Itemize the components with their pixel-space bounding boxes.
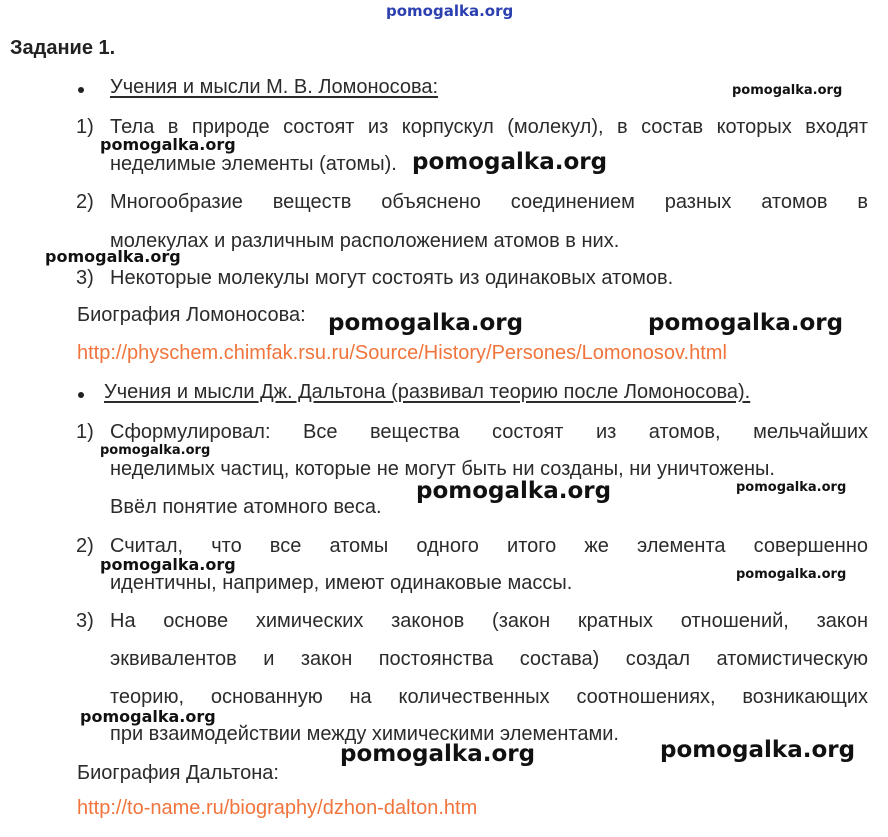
watermark: pomogalka.org	[736, 480, 847, 495]
list-number: 1)	[76, 421, 94, 443]
watermark: pomogalka.org	[100, 555, 236, 574]
watermark: pomogalka.org	[45, 247, 181, 266]
list-item-line: неделимых частиц, которые не могут быть ни созданы, ни уничтожены.	[110, 458, 775, 480]
list-item-line: Считал, что все атомы одного итого же элемента совершенно	[110, 535, 868, 557]
site-header-watermark: pomogalka.org	[386, 2, 514, 20]
watermark: pomogalka.org	[648, 310, 844, 336]
list-item-line: Ввёл понятие атомного веса.	[110, 496, 382, 518]
list-item-line: Тела в природе состоят из корпускул (молекул), в состав которых входят	[110, 116, 868, 138]
list-item-line: молекулах и различным расположением атомов в них.	[110, 230, 620, 252]
list-item-line: Некоторые молекулы могут состоять из одинаковых атомов.	[110, 267, 674, 289]
watermark: pomogalka.org	[340, 741, 536, 767]
watermark: pomogalka.org	[412, 149, 608, 175]
list-item-line: при взаимодействии между химическими элементами.	[110, 723, 619, 745]
watermark: pomogalka.org	[80, 707, 216, 726]
watermark: pomogalka.org	[100, 135, 236, 154]
bio-link[interactable]: http://physchem.chimfak.rsu.ru/Source/History/Persones/Lomonosov.html	[77, 342, 727, 364]
list-number: 1)	[76, 116, 94, 138]
bio-label: Биография Дальтона:	[77, 762, 279, 784]
list-item-line: На основе химических законов (закон кратных отношений, закон	[110, 610, 868, 632]
watermark: pomogalka.org	[100, 443, 211, 458]
lomonosov-heading: Учения и мысли М. В. Ломоносова:	[110, 76, 439, 98]
list-number: 3)	[76, 610, 94, 632]
bullet-icon	[78, 87, 84, 93]
dalton-heading: Учения и мысли Дж. Дальтона (развивал теорию после Ломоносова).	[104, 381, 751, 403]
watermark: pomogalka.org	[328, 310, 524, 336]
watermark: pomogalka.org	[732, 83, 843, 98]
list-number: 3)	[76, 267, 94, 289]
watermark: pomogalka.org	[660, 737, 856, 763]
watermark: pomogalka.org	[736, 567, 847, 582]
list-item-line: Сформулировал: Все вещества состоят из атомов, мельчайших	[110, 421, 868, 443]
bullet-icon	[78, 392, 84, 398]
bio-label: Биография Ломоносова:	[77, 304, 306, 326]
bio-link[interactable]: http://to-name.ru/biography/dzhon-dalton.htm	[77, 797, 478, 819]
list-item-line: теорию, основанную на количественных соотношениях, возникающих	[110, 686, 868, 708]
list-item-line: Многообразие веществ объяснено соединением разных атомов в	[110, 191, 868, 213]
list-item-line: неделимые элементы (атомы).	[110, 153, 397, 175]
watermark: pomogalka.org	[416, 478, 612, 504]
list-item-line: идентичны, например, имеют одинаковые массы.	[110, 572, 573, 594]
list-number: 2)	[76, 535, 94, 557]
page-title: Задание 1.	[10, 37, 116, 59]
list-item-line: эквивалентов и закон постоянства состава) создал атомистическую	[110, 648, 868, 670]
list-number: 2)	[76, 191, 94, 213]
